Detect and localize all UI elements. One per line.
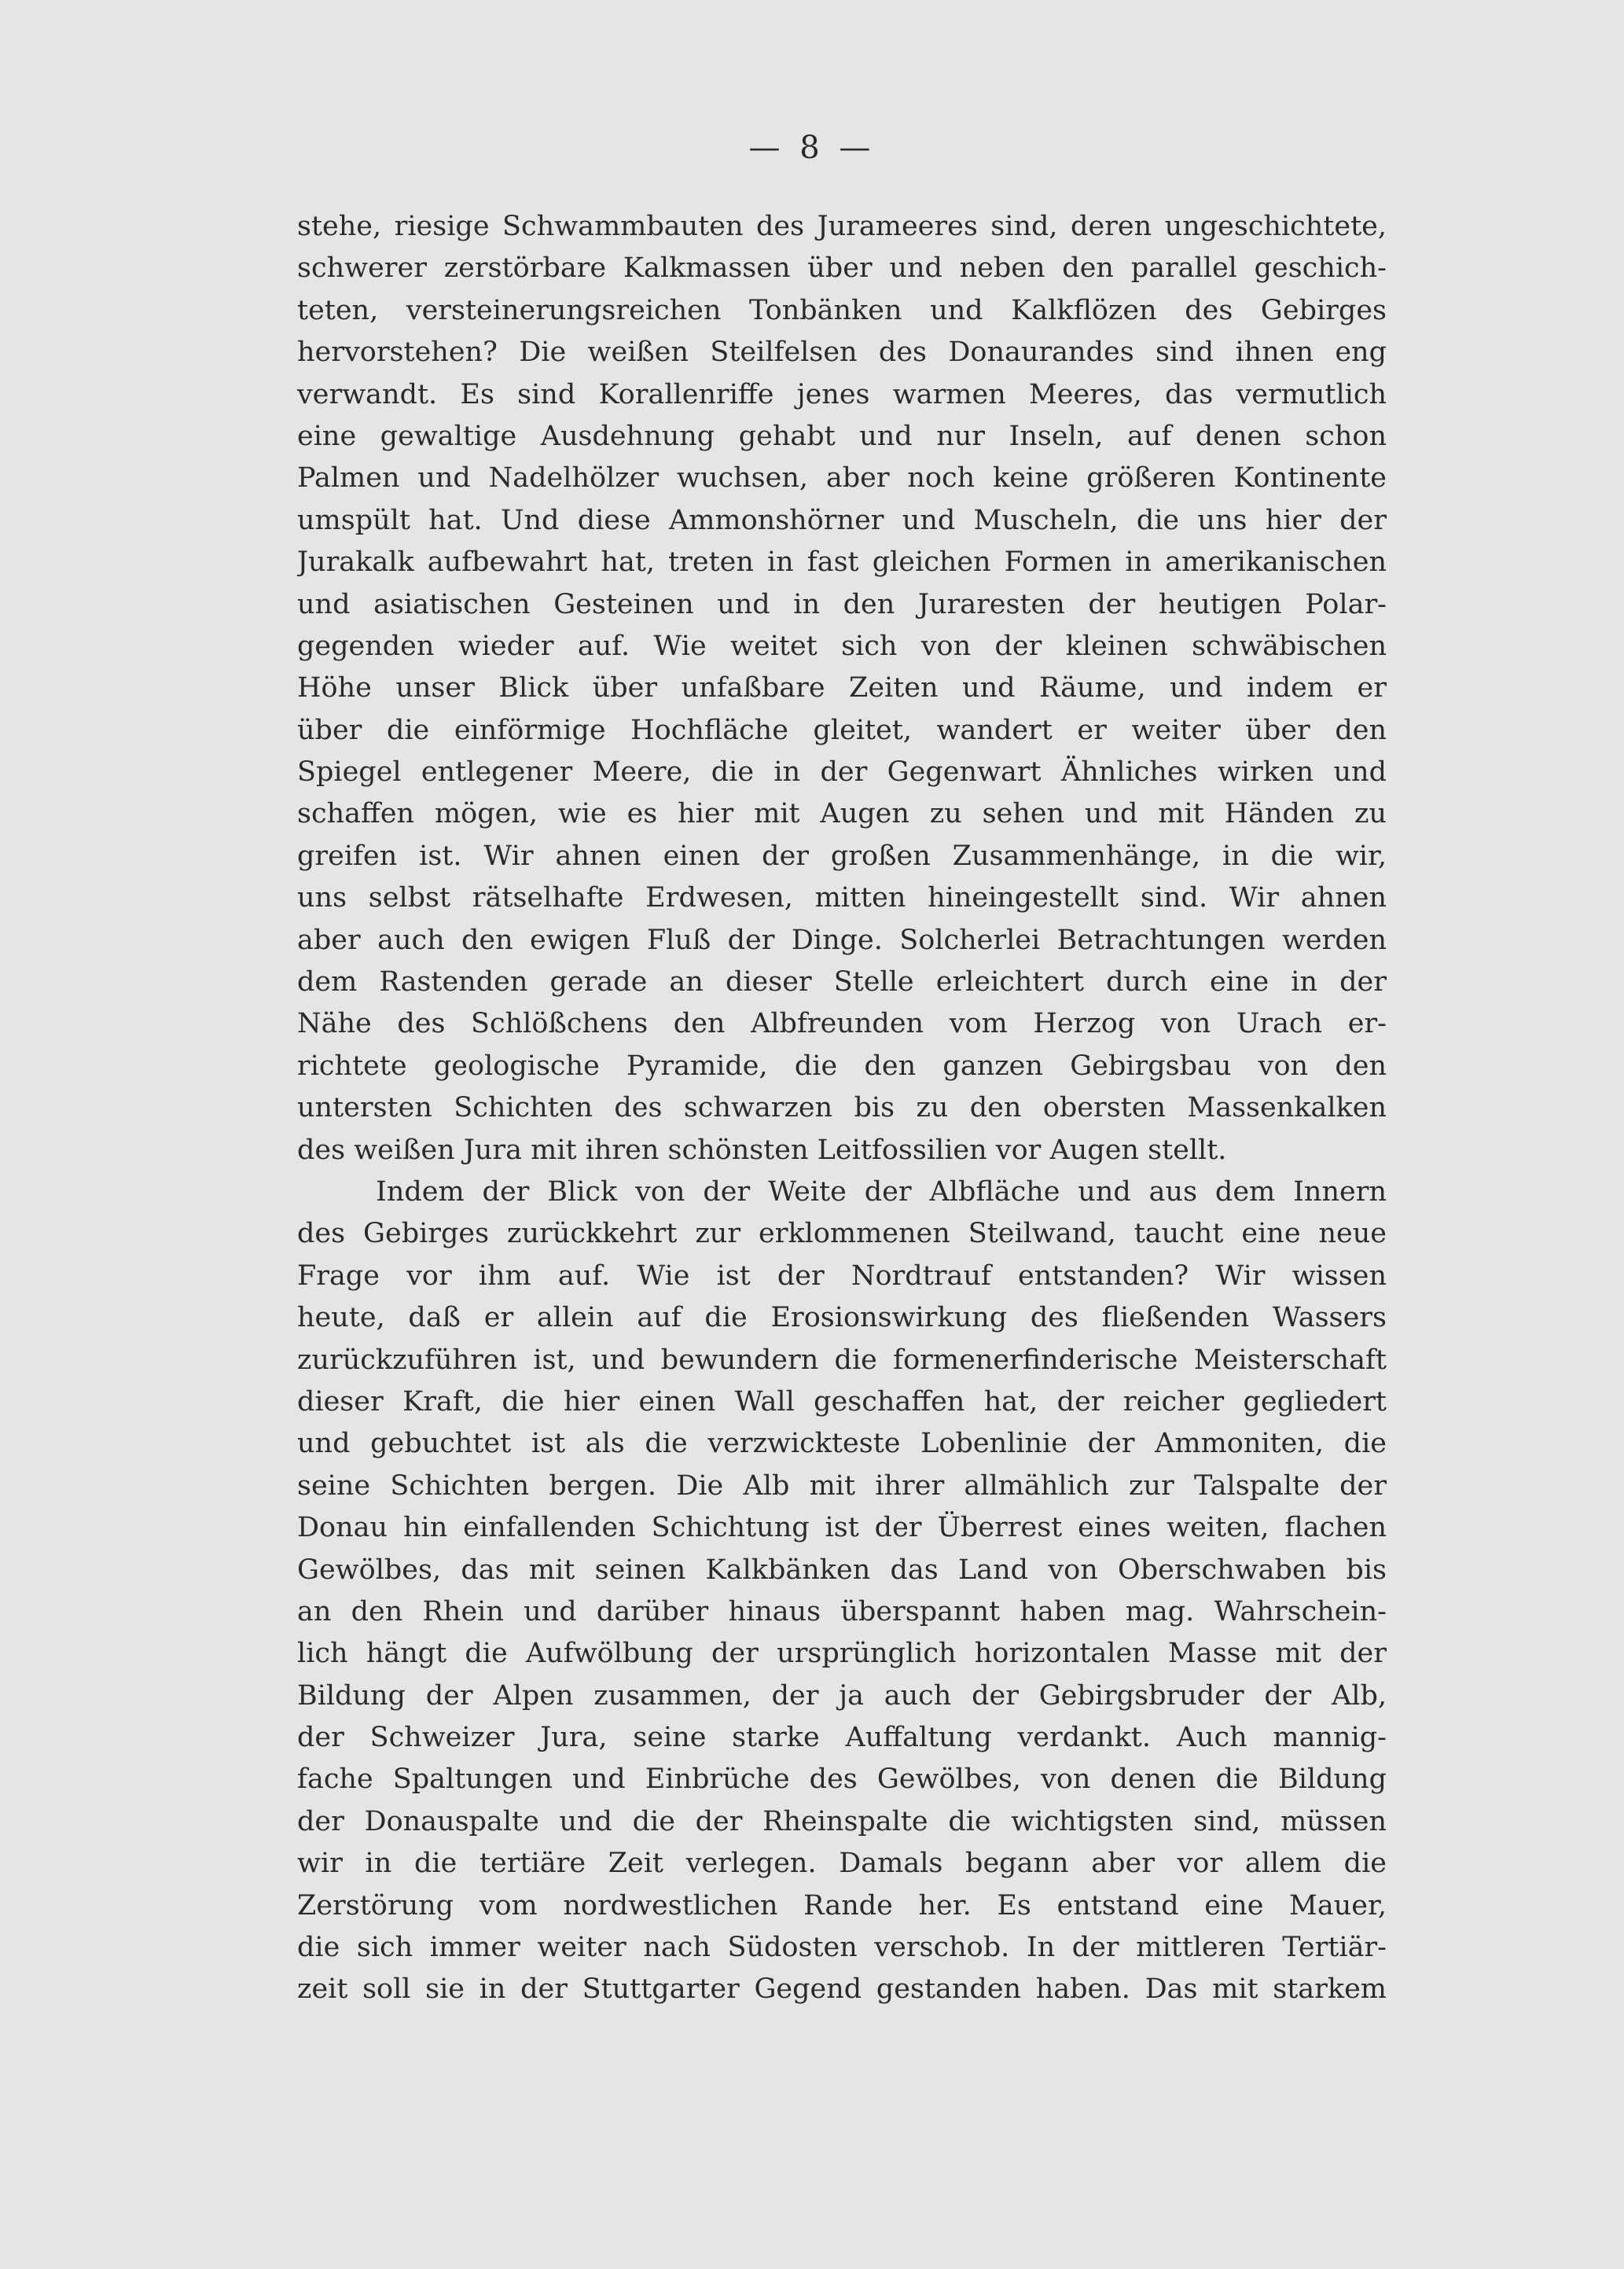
text-line: greifen ist. Wir ahnen einen der großen Zusammenhänge, in die wir, <box>297 840 1387 872</box>
text-line: uns selbst rätselhafte Erdwesen, mitten hineingestellt sind. Wir ahnen <box>297 882 1387 914</box>
text-line: und asiatischen Gesteinen und in den Juraresten der heutigen Polar- <box>297 588 1387 620</box>
text-line: richtete geologische Pyramide, die den ganzen Gebirgsbau von den <box>297 1050 1387 1082</box>
text-line: fache Spaltungen und Einbrüche des Gewölbes, von denen die Bildung <box>297 1763 1387 1796</box>
text-line: aber auch den ewigen Fluß der Dinge. Solcherlei Betrachtungen werden <box>297 924 1387 956</box>
text-line: verwandt. Es sind Korallenriffe jenes warmen Meeres, das vermutlich <box>297 378 1387 410</box>
text-line: untersten Schichten des schwarzen bis zu den obersten Massenkalken <box>297 1092 1387 1124</box>
text-line: die sich immer weiter nach Südosten verschob. In der mittleren Tertiär- <box>297 1932 1387 1964</box>
text-line: umspült hat. Und diese Ammonshörner und Muscheln, die uns hier der <box>297 504 1387 536</box>
text-line: Bildung der Alpen zusammen, der ja auch der Gebirgsbruder der Alb, <box>297 1679 1387 1712</box>
text-line: zurückzuführen ist, und bewundern die formenerfinderische Meisterschaft <box>297 1344 1387 1376</box>
text-line: Spiegel entlegener Meere, die in der Gegenwart Ähnliches wirken und <box>297 756 1387 789</box>
text-line: wir in die tertiäre Zeit verlegen. Damals begann aber vor allem die <box>297 1848 1387 1880</box>
text-line: eine gewaltige Ausdehnung gehabt und nur Inseln, auf denen schon <box>297 420 1387 452</box>
text-line: hervorstehen? Die weißen Steilfelsen des Donaurandes sind ihnen eng <box>297 336 1387 369</box>
paragraph-end-line: des weißen Jura mit ihren schönsten Leitfossilien vor Augen stellt. <box>297 1134 1227 1166</box>
text-line: lich hängt die Aufwölbung der ursprünglich horizontalen Masse mit der <box>297 1638 1387 1670</box>
text-line: heute, daß er allein auf die Erosionswirkung des fließenden Wassers <box>297 1302 1387 1334</box>
text-line: schwerer zerstörbare Kalkmassen über und neben den parallel geschich- <box>297 252 1387 285</box>
text-line: an den Rhein und darüber hinaus überspannt haben mag. Wahrschein- <box>297 1595 1387 1627</box>
text-line: Zerstörung vom nordwestlichen Rande her. Es entstand eine Mauer, <box>297 1889 1387 1921</box>
body-text <box>297 206 1387 2011</box>
page-number: — 8 — <box>748 130 876 166</box>
text-line: der Schweizer Jura, seine starke Auffaltung verdankt. Auch mannig- <box>297 1722 1387 1754</box>
text-line: dieser Kraft, die hier einen Wall geschaffen hat, der reicher gegliedert <box>297 1385 1387 1418</box>
paragraph-start-line: Indem der Blick von der Weite der Albfläche und aus dem Innern <box>376 1175 1387 1208</box>
text-line: teten, versteinerungsreichen Tonbänken und Kalkflözen des Gebirges <box>297 294 1387 326</box>
text-line: Höhe unser Blick über unfaßbare Zeiten und Räume, und indem er <box>297 672 1387 704</box>
text-line: der Donauspalte und die der Rheinspalte die wichtigsten sind, müssen <box>297 1805 1387 1837</box>
text-line: Gewölbes, das mit seinen Kalkbänken das Land von Oberschwaben bis <box>297 1554 1387 1586</box>
text-line: Palmen und Nadelhölzer wuchsen, aber noch keine größeren Kontinente <box>297 462 1387 495</box>
text-line: des Gebirges zurückkehrt zur erklommenen Steilwand, taucht eine neue <box>297 1218 1387 1250</box>
text-line: Jurakalk aufbewahrt hat, treten in fast gleichen Formen in amerikanischen <box>297 546 1387 579</box>
text-line: Frage vor ihm auf. Wie ist der Nordtrauf entstanden? Wir wissen <box>297 1260 1387 1292</box>
text-line: über die einförmige Hochfläche gleitet, wandert er weiter über den <box>297 714 1387 746</box>
text-line: und gebuchtet ist als die verzwickteste Lobenlinie der Ammoniten, die <box>297 1428 1387 1460</box>
text-line: gegenden wieder auf. Wie weitet sich von der kleinen schwäbischen <box>297 630 1387 662</box>
text-line: dem Rastenden gerade an dieser Stelle erleichtert durch eine in der <box>297 966 1387 998</box>
text-line: schaffen mögen, wie es hier mit Augen zu sehen und mit Händen zu <box>297 798 1387 830</box>
text-line: stehe, riesige Schwammbauten des Jurameeres sind, deren ungeschichtete, <box>297 211 1387 242</box>
text-line: Donau hin einfallenden Schichtung ist der Überrest eines weiten, flachen <box>297 1512 1387 1544</box>
text-line: Nähe des Schlößchens den Albfreunden vom Herzog von Urach er- <box>297 1008 1387 1040</box>
text-line: zeit soll sie in der Stuttgarter Gegend gestanden haben. Das mit starkem <box>297 1973 1387 2006</box>
text-line: seine Schichten bergen. Die Alb mit ihrer allmählich zur Talspalte der <box>297 1469 1387 1502</box>
